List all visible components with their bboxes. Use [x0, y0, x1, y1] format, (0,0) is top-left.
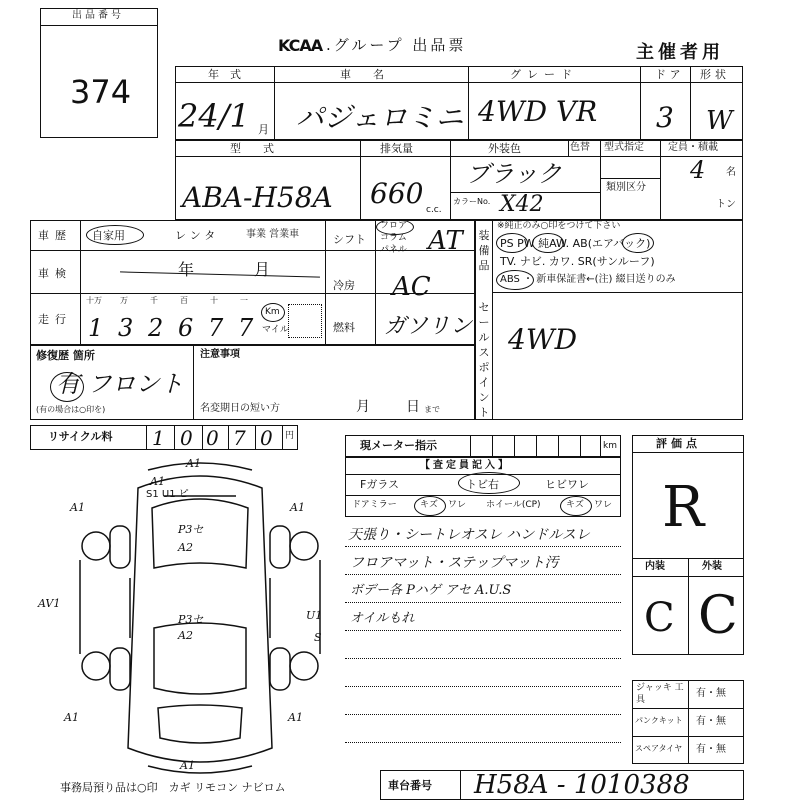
digit-3: 6 [178, 314, 194, 342]
digit-2: 2 [148, 314, 164, 342]
repair-note: (有の場合は○印を) [36, 405, 106, 414]
digit-1: 3 [118, 314, 134, 342]
recycle-d4: 0 [260, 426, 273, 450]
diag-mark-9: S [314, 631, 322, 644]
tobi-circle [458, 472, 520, 494]
year-value: 24/1 [178, 97, 250, 135]
color-label: 外装色 [488, 142, 521, 155]
puncture-yn: 有・無 [696, 716, 726, 727]
item-mirror: ドアミラー [352, 500, 397, 510]
car-name: パジェロミニ [296, 101, 464, 134]
wheel-kizu-circle [560, 496, 592, 516]
equip-label: 装備品 [478, 229, 490, 272]
mileage-label: 走行 [38, 313, 72, 326]
diag-mark-3: A1 [64, 711, 79, 724]
shape-label: 形状 [700, 68, 730, 81]
diag-front-note: S1 U1 ピ [146, 489, 189, 500]
shift-opt-0: フロア [380, 221, 408, 231]
digit-0: 1 [88, 314, 104, 342]
item-mirror-kizu: キズ [420, 500, 438, 510]
equip-line2: TV. ナビ. カワ. SR(サンルーフ) [500, 255, 655, 268]
cap-unit: 名 [726, 167, 736, 178]
diag-mark-2: A1 [290, 501, 305, 514]
recycle-d1: 0 [180, 426, 193, 450]
repair-circle [50, 372, 84, 402]
recycle-d2: 0 [206, 426, 219, 450]
lot-label: 出品番号 [72, 10, 124, 21]
repaint-label: 色替 [570, 142, 590, 153]
diag-mark-4: A1 [288, 711, 303, 724]
diag-mark-8: U1 [306, 609, 323, 622]
pw-circle [532, 233, 564, 253]
recycle-d3: 7 [233, 426, 246, 450]
bottom-left: 事務局預り品は○印 カギ リモコン ナビロム [60, 781, 286, 794]
unit-2: 千 [150, 296, 158, 305]
inspector-line2: フロアマット・ステップマット汚 [350, 555, 559, 571]
digit-4: 7 [208, 314, 224, 342]
diag-lower: P3セ [178, 613, 204, 626]
disp-value: 660 [370, 177, 424, 210]
unit-4: 十 [210, 296, 218, 305]
km-circle [261, 303, 285, 322]
notes-label: 注意事項 [200, 349, 240, 360]
shape-value: W [706, 106, 733, 136]
history-opt-2: 事業 営業車 [246, 229, 300, 240]
door-label: ドア [655, 68, 685, 81]
abs-circle [496, 270, 534, 290]
unit-3: 百 [180, 296, 188, 305]
form-title: .グループ 出品票 [326, 36, 467, 54]
ac-value: AC [392, 272, 431, 302]
class-label: 類別区分 [606, 182, 646, 193]
item-mirror-ware: ワレ [448, 500, 467, 510]
history-circle [86, 225, 144, 245]
model-label: 型 式 [230, 142, 274, 155]
diag-mark-0: A1 [186, 457, 201, 470]
digit-5: 7 [238, 314, 254, 342]
host-label: 主催者用 [636, 42, 724, 63]
inspector-header: 【査定員記入】 [420, 460, 511, 471]
diag-mark-5: A1 [180, 759, 195, 772]
mile-unit: マイル [262, 325, 289, 335]
ext-value: C [698, 586, 738, 646]
cap-label: 定員・積載 [668, 142, 718, 153]
grade-value: 4WD VR [478, 95, 598, 128]
inspector-line3: ボデー各 Pハゲ アセ A.U.S [350, 583, 512, 598]
shift-circle [376, 219, 414, 235]
color-no-label: カラーNo. [453, 197, 491, 206]
history-label: 車歴 [38, 229, 72, 242]
type-label: 型式指定 [604, 142, 644, 153]
inspection-year: 年 [178, 260, 195, 279]
item-tobi: トビ右 [466, 478, 499, 491]
inspector-line1: 天張り・シートレオスレ ハンドルスレ [348, 527, 590, 543]
logo: KCAA [278, 36, 323, 55]
repair-value: 有 フロント [56, 370, 184, 398]
expiry-month: 月 [356, 399, 370, 415]
fuel-label: 燃料 [333, 321, 355, 334]
recycle-label: リサイクル料 [48, 430, 113, 443]
spare-label: スペアタイヤ [635, 744, 683, 753]
equip-line3: ABS ・ 新車保証書←(注) 綴目送りのみ [500, 274, 676, 285]
item-hibi: ヒビワレ [545, 478, 589, 491]
ext-label: 外装 [702, 561, 722, 572]
jack-label: ジャッキ 工具 [636, 683, 684, 705]
recycle-unit: 円 [285, 431, 295, 441]
grade-label: グレード [510, 68, 578, 81]
int-label: 内装 [645, 561, 665, 572]
month-suffix: 月 [258, 123, 269, 136]
rating-label: 評価点 [656, 437, 701, 450]
int-value: C [644, 595, 675, 641]
shift-opt-2: パネル [380, 245, 408, 255]
diag-mark-1: A1 [70, 501, 85, 514]
km-unit: Km [265, 307, 280, 317]
repair-label: 修復歴 箇所 [36, 349, 95, 362]
shift-value: AT [428, 226, 463, 256]
ps-circle [496, 233, 528, 253]
name-label: 車 名 [340, 68, 384, 81]
shift-label: シフト [333, 233, 366, 246]
expiry-until: まで [424, 405, 440, 414]
meter-label: 現メーター指示 [360, 439, 437, 452]
sales-point-label: セールスポイント [478, 301, 490, 419]
inspection-month: 月 [254, 260, 271, 279]
expiry-label: 名変期日の短い方 [200, 403, 280, 414]
diag-mark-6: A1 [150, 475, 165, 488]
unit-5: 一 [240, 296, 248, 305]
equip-line1: PS PW 純AW. AB(エアバック) [500, 237, 651, 250]
inspection-label: 車検 [38, 267, 72, 280]
color-no: X42 [500, 192, 544, 217]
ab-circle [622, 233, 654, 253]
lot-number: 374 [70, 73, 132, 111]
expiry-day: 日 [406, 399, 420, 415]
equip-note: ※純正のみ○印をつけて下さい [497, 221, 621, 231]
inspector-line4: オイルもれ [350, 611, 415, 626]
color-value: ブラック [466, 160, 562, 188]
diag-lower2: A2 [178, 629, 193, 642]
item-fglass: Fガラス [360, 478, 399, 491]
diag-upper: P3セ [178, 523, 204, 536]
jack-yn: 有・無 [696, 688, 726, 699]
diag-upper2: A2 [178, 541, 193, 554]
chassis-value: H58A - 1010388 [474, 770, 690, 800]
shift-opt-1: コラム [380, 233, 407, 243]
year-label: 年 式 [208, 68, 241, 81]
ton-unit: トン [716, 199, 736, 210]
unit-0: 十万 [86, 296, 102, 305]
diag-mark-7: AV1 [38, 597, 61, 610]
history-opt-0: 自家用 [92, 229, 125, 242]
unit-1: 万 [120, 296, 128, 305]
meter-unit: km [603, 441, 617, 451]
spare-yn: 有・無 [696, 744, 726, 755]
item-wheel: ホイール(CP) [486, 500, 541, 510]
puncture-label: パンクキット [635, 716, 683, 725]
mirror-kizu-circle [414, 496, 446, 516]
item-wheel-kizu: キズ [566, 500, 584, 510]
rating-value: R [662, 475, 705, 540]
mile-box [288, 304, 322, 338]
fuel-value: ガソリン [384, 314, 473, 339]
doors-value: 3 [656, 101, 674, 134]
item-wheel-ware: ワレ [594, 500, 613, 510]
disp-label: 排気量 [380, 142, 413, 155]
ac-label: 冷房 [333, 279, 355, 292]
capacity: 4 [690, 156, 706, 184]
sales-point-text: 4WD [508, 323, 578, 356]
history-opt-1: レンタ [175, 229, 220, 242]
cc-unit: c.c. [426, 205, 442, 215]
chassis-label: 車台番号 [388, 779, 432, 792]
model-value: ABA-H58A [182, 181, 333, 214]
recycle-d0: 1 [152, 426, 165, 450]
